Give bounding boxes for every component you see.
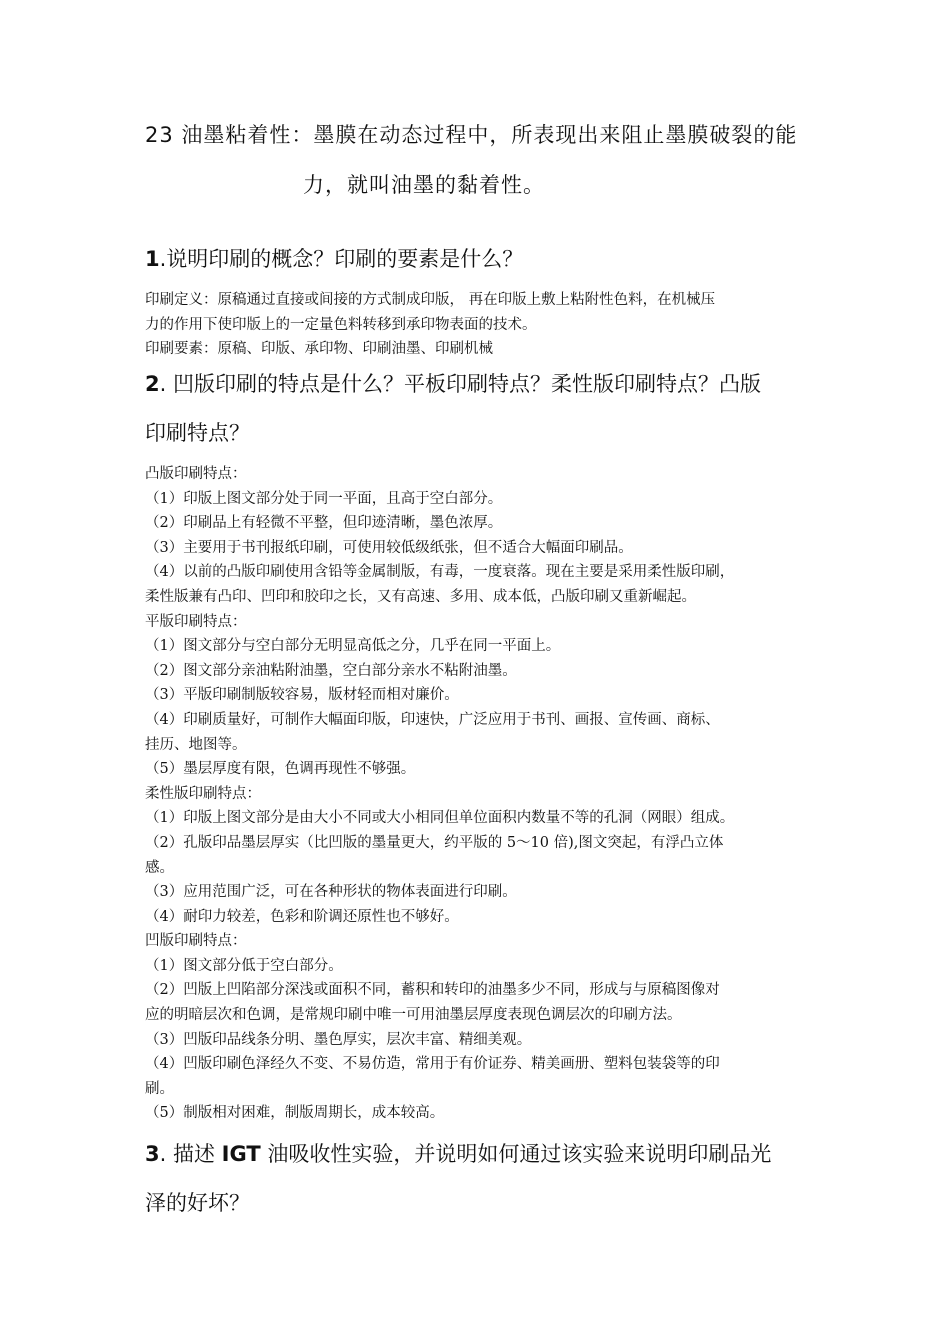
answer-line: （4）以前的凸版印刷使用含铅等金属制版，有毒，一度衰落。现在主要是采用柔性版印刷， [145, 564, 735, 581]
answer-line: （2）凹版上凹陷部分深浅或面积不同，蓄积和转印的油墨多少不同，形成与与原稿图像对 [145, 982, 720, 999]
answer-line: 刷。 [145, 1080, 174, 1097]
answer-line: （4）印刷质量好，可制作大幅面印版，印速快，广泛应用于书刊、画报、宣传画、商标、 [145, 711, 720, 728]
question-3-title-pre: . 描述 [159, 1142, 222, 1166]
answer-line: 凸版印刷特点： [145, 466, 247, 482]
question-3-title-igt: IGT [221, 1142, 261, 1166]
answer-line: （1）印版上图文部分是由大小不同或大小相同但单位面积内数量不等的孔洞（网眼）组成。 [145, 810, 735, 827]
answer-line: （2）图文部分亲油粘附油墨，空白部分亲水不粘附油墨。 [145, 662, 517, 679]
question-1-dot: . [159, 247, 167, 271]
answer-line: 凹版印刷特点： [145, 933, 247, 950]
answer-line: （4）凹版印刷色泽经久不变、不易仿造，常用于有价证券、精美画册、塑料包装袋等的印 [145, 1056, 720, 1073]
definition-line-1: 23 油墨粘着性：墨膜在动态过程中，所表现出来阻止墨膜破裂的能 [145, 123, 798, 147]
answer-line: 印刷要素：原稿、印版、承印物、印刷油墨、印刷机械 [145, 341, 493, 358]
answer-line: （3）应用范围广泛，可在各种形状的物体表面进行印刷。 [145, 884, 517, 901]
question-2-title: . 凹版印刷的特点是什么？平板印刷特点？柔性版印刷特点？凸版 [159, 372, 761, 396]
question-1-number: 1 [145, 247, 160, 271]
answer-line: 感。 [145, 859, 174, 876]
question-2-heading-line-1 [145, 369, 761, 399]
question-3-title-post: 油吸收性实验，并说明如何通过该实验来说明印刷品光 [260, 1142, 772, 1166]
answer-line: （5）制版相对困难，制版周期长，成本较高。 [145, 1105, 445, 1122]
answer-line: （5）墨层厚度有限，色调再现性不够强。 [145, 761, 416, 778]
answer-line: 力的作用下使印版上的一定量色料转移到承印物表面的技术。 [145, 316, 537, 333]
answer-line: 平版印刷特点： [145, 613, 247, 630]
answer-line: （1）图文部分低于空白部分。 [145, 957, 343, 974]
answer-line: 挂历、地图等。 [145, 736, 247, 753]
definition-line-2: 力，就叫油墨的黏着性。 [303, 173, 545, 197]
answer-line: （1）印版上图文部分处于同一平面，且高于空白部分。 [145, 490, 503, 507]
answer-line: 应的明暗层次和色调，是常规印刷中唯一可用油墨层厚度表现色调层次的印刷方法。 [145, 1007, 682, 1024]
question-1-answer [145, 288, 810, 362]
answer-line: （3）主要用于书刊报纸印刷，可使用较低级纸张，但不适合大幅面印刷品。 [145, 539, 633, 556]
answer-line: （3）平版印刷制版较容易，版材轻而相对廉价。 [145, 687, 459, 704]
answer-line: （1）图文部分与空白部分无明显高低之分，几乎在同一平面上。 [145, 638, 561, 655]
question-3-number: 3 [145, 1142, 160, 1166]
answer-line: （4）耐印力较差，色彩和阶调还原性也不够好。 [145, 908, 459, 925]
question-3-heading-line-1 [145, 1139, 771, 1169]
question-1-heading [145, 244, 523, 274]
answer-line: 印刷定义：原稿通过直接或间接的方式制成印版， 再在印版上敷上粘附性色料，在机械压 [145, 292, 716, 308]
question-3-heading-line-2: 泽的好坏？ [145, 1191, 250, 1215]
answer-line: （2）孔版印品墨层厚实（比凹版的墨量更大，约平版的 5～10 倍),图文突起，有浮凸立体 [145, 834, 724, 851]
question-2-number: 2 [145, 372, 160, 396]
question-2-heading-line-2: 印刷特点？ [145, 421, 250, 445]
question-1-title: 说明印刷的概念？印刷的要素是什么？ [166, 247, 524, 271]
answer-line: （2）印刷品上有轻微不平整，但印迹清晰，墨色浓厚。 [145, 515, 503, 532]
question-2-answer [145, 462, 810, 1126]
answer-line: 柔性版兼有凸印、凹印和胶印之长，又有高速、多用、成本低，凸版印刷又重新崛起。 [145, 588, 696, 605]
answer-line: 柔性版印刷特点： [145, 785, 261, 802]
answer-line: （3）凹版印品线条分明、墨色厚实，层次丰富、精细美观。 [145, 1031, 532, 1048]
